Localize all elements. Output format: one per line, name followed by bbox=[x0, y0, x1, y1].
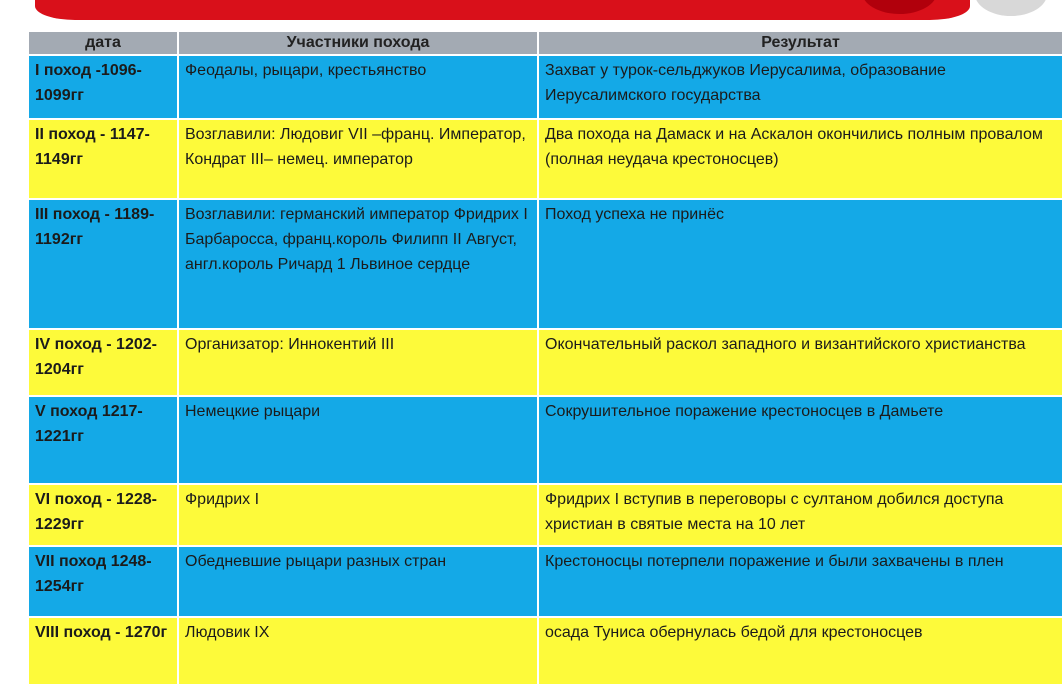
result-cell: Окончательный раскол западного и византийского христианства bbox=[538, 329, 1063, 396]
table-row bbox=[28, 55, 1063, 119]
participants-cell: Организатор: Иннокентий III bbox=[178, 329, 538, 396]
result-cell: Фридрих I вступив в переговоры с султаном добился доступа христиан в святые места на 10 лет bbox=[538, 484, 1063, 546]
participants-cell: Возглавили: Людовиг VII –франц. Император, Кондрат III– немец. император bbox=[178, 119, 538, 199]
result-cell: Сокрушительное поражение крестоносцев в Дамьете bbox=[538, 396, 1063, 484]
table-row bbox=[28, 617, 1063, 685]
participants-cell: Обедневшие рыцари разных стран bbox=[178, 546, 538, 616]
participants-cell: Возглавили: германский император Фридрих I Барбаросса, франц.король Филипп II Август, англ.король Ричард 1 Львиное сердце bbox=[178, 199, 538, 329]
header-participants: Участники похода bbox=[178, 31, 538, 55]
date-cell: II поход - 1147-1149гг bbox=[28, 119, 178, 199]
participants-cell: Немецкие рыцари bbox=[178, 396, 538, 484]
table-header-row bbox=[28, 31, 1063, 55]
table-row bbox=[28, 396, 1063, 484]
top-banner bbox=[35, 0, 970, 20]
participants-cell: Фридрих I bbox=[178, 484, 538, 546]
result-cell: Крестоносцы потерпели поражение и были захвачены в плен bbox=[538, 546, 1063, 616]
crusades-table bbox=[27, 30, 1064, 686]
date-cell: VII поход 1248-1254гг bbox=[28, 546, 178, 616]
table-row bbox=[28, 546, 1063, 616]
result-cell: Поход успеха не принёс bbox=[538, 199, 1063, 329]
date-cell: V поход 1217-1221гг bbox=[28, 396, 178, 484]
header-result: Результат bbox=[538, 31, 1063, 55]
table-row bbox=[28, 484, 1063, 546]
date-cell: VI поход - 1228-1229гг bbox=[28, 484, 178, 546]
header-date: дата bbox=[28, 31, 178, 55]
date-cell: III поход - 1189-1192гг bbox=[28, 199, 178, 329]
table-row bbox=[28, 119, 1063, 199]
date-cell: IV поход - 1202-1204гг bbox=[28, 329, 178, 396]
result-cell: Два похода на Дамаск и на Аскалон окончились полным провалом (полная неудача крестоносцев) bbox=[538, 119, 1063, 199]
participants-cell: Людовик IX bbox=[178, 617, 538, 685]
table-row bbox=[28, 199, 1063, 329]
result-cell: Захват у турок-сельджуков Иерусалима, образование Иерусалимского государства bbox=[538, 55, 1063, 119]
date-cell: I поход -1096-1099гг bbox=[28, 55, 178, 119]
result-cell: осада Туниса обернулась бедой для крестоносцев bbox=[538, 617, 1063, 685]
table-row bbox=[28, 329, 1063, 396]
date-cell: VIII поход - 1270г bbox=[28, 617, 178, 685]
decorative-circle-gray bbox=[975, 0, 1047, 16]
participants-cell: Феодалы, рыцари, крестьянство bbox=[178, 55, 538, 119]
